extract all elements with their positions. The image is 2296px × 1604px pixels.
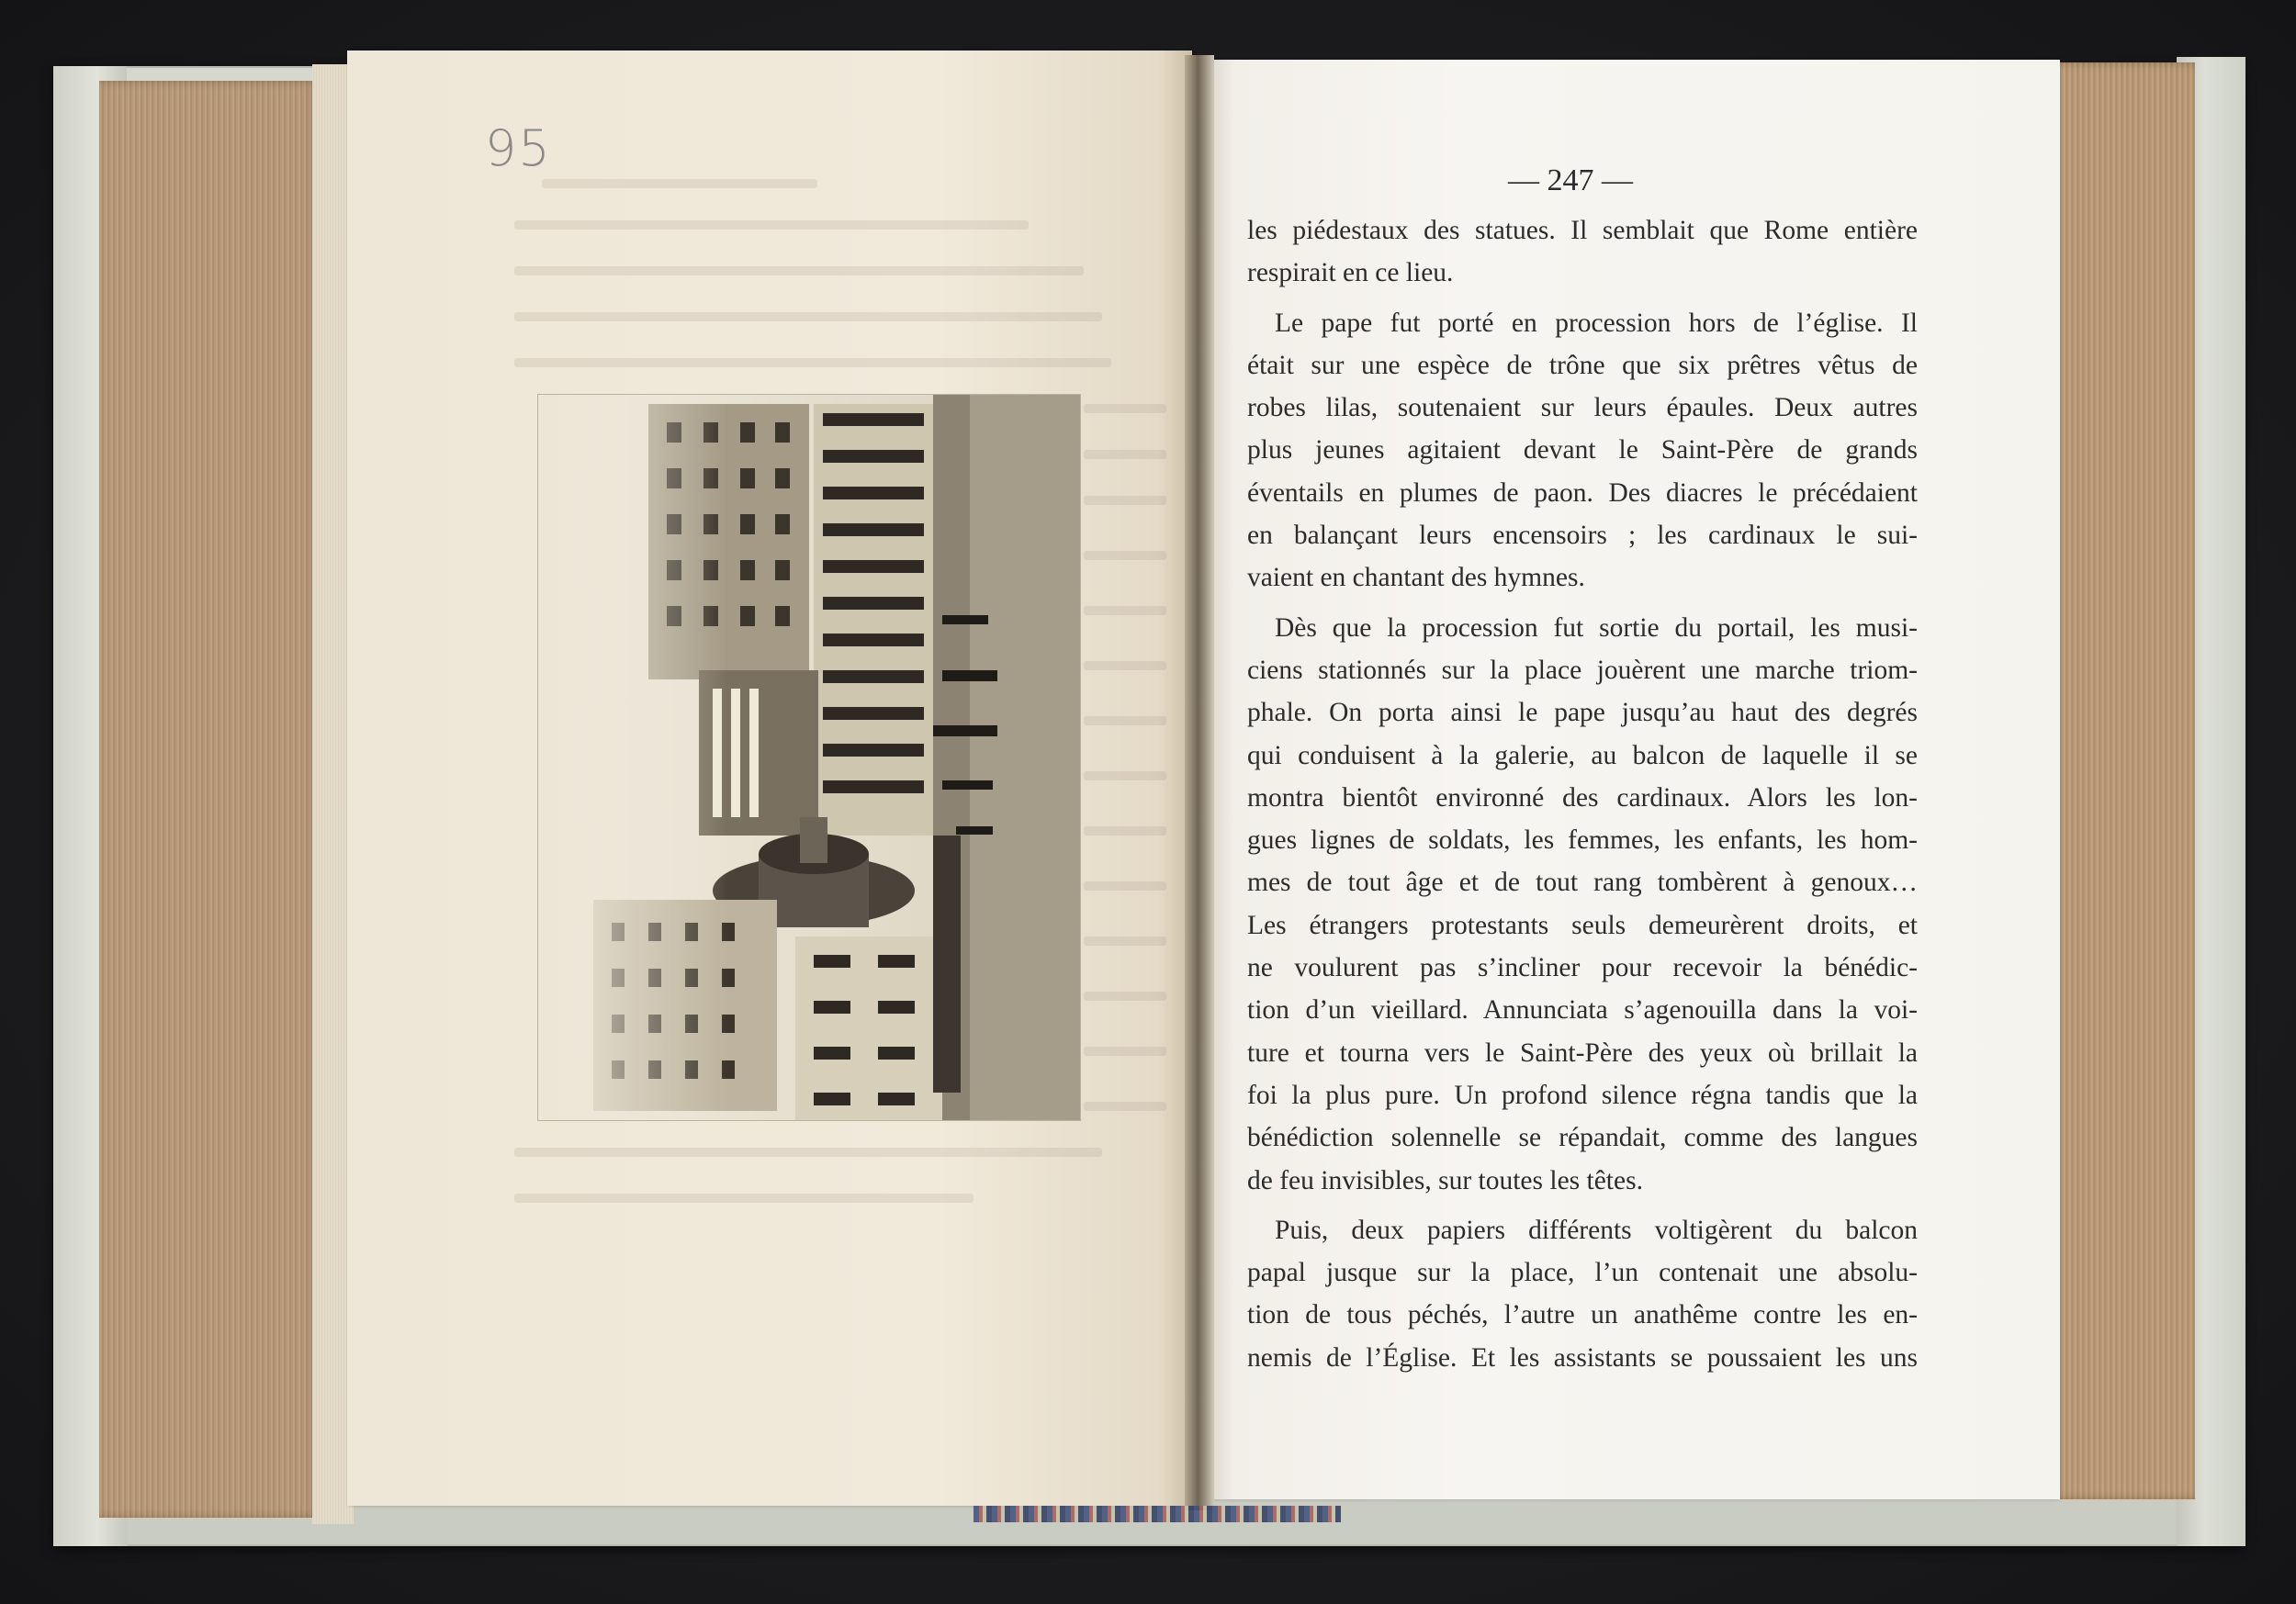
text-line: Dès que la procession fut sortie du portail, les musi- [1275, 612, 1918, 643]
bookmark-ribbon [974, 1506, 1341, 1522]
show-through-line [514, 266, 1084, 275]
text-line: tion de tous péchés, l’autre un anathême contre les en- [1247, 1300, 1918, 1330]
show-through-line [1084, 716, 1166, 725]
page-number: — 247 — [1508, 163, 1633, 197]
text-line: ture et tourna vers le Saint-Père des yeux où brillait la [1247, 1038, 1918, 1068]
tipped-in-photograph [538, 395, 1080, 1120]
text-line: vaient en chantant des hymnes. [1247, 563, 1585, 593]
text-line: éventails en plumes de paon. Des diacres le précédaient [1247, 477, 1918, 508]
show-through-line [1084, 1102, 1166, 1111]
show-through-line [1084, 771, 1166, 780]
show-through-line [1084, 496, 1166, 505]
show-through-line [514, 312, 1102, 321]
text-line: papal jusque sur la place, l’un contenait une absolu- [1247, 1258, 1918, 1288]
text-line: Puis, deux papiers différents voltigèrent du balcon [1275, 1215, 1918, 1245]
show-through-line [1084, 992, 1166, 1001]
page-block-right [2046, 62, 2195, 1499]
show-through-line [1084, 450, 1166, 459]
show-through-line [1084, 937, 1166, 946]
text-line: respirait en ce lieu. [1247, 258, 1454, 288]
paragraph-gap [1247, 295, 1918, 302]
text-line: ciens stationnés sur la place jouèrent une marche triom- [1247, 655, 1918, 685]
show-through-line [1084, 661, 1166, 670]
show-through-line [1084, 881, 1166, 891]
text-line: robes lilas, soutenaient sur leurs épaules. Deux autres [1247, 393, 1918, 423]
show-through-line [514, 1194, 974, 1203]
text-line: plus jeunes agitaient devant le Saint-Père de grands [1247, 435, 1918, 465]
paragraph-gap [1247, 600, 1918, 607]
show-through-line [1084, 606, 1166, 615]
text-line: Le pape fut porté en procession hors de l’église. Il [1275, 308, 1918, 338]
text-line: phale. On porta ainsi le pape jusqu’au haut des degrés [1247, 698, 1918, 728]
text-line: tion d’un vieillard. Annunciata s’agenouilla dans la voi- [1247, 995, 1918, 1026]
text-line: les piédestaux des statues. Il semblait que Rome entière [1247, 216, 1918, 245]
show-through-line [514, 358, 1111, 367]
show-through-line [514, 220, 1029, 230]
show-through-line [1084, 1047, 1166, 1056]
text-line: gues lignes de soldats, les femmes, les enfants, les hom- [1247, 825, 1918, 856]
page-block-left [99, 81, 320, 1518]
book-gutter [1185, 55, 1214, 1510]
show-through-line [514, 1148, 1102, 1157]
paragraph-gap [1247, 1202, 1918, 1209]
text-line: montra bientôt environné des cardinaux. Alors les lon- [1247, 782, 1918, 813]
text-line: bénédiction solennelle se répandait, comme des langues [1247, 1123, 1918, 1153]
text-line: était sur une espèce de trône que six prêtres vêtus de [1247, 350, 1918, 380]
show-through-line [542, 179, 817, 188]
folio-pencil-note: 95 [485, 119, 552, 177]
photograph-image [538, 395, 1080, 1120]
show-through-line [1084, 826, 1166, 836]
text-line: Les étrangers protestants seuls demeurèrent droits, et [1247, 910, 1918, 940]
text-line: de feu invisibles, sur toutes les têtes. [1247, 1165, 1643, 1195]
text-line: foi la plus pure. Un profond silence régna tandis que la [1247, 1080, 1918, 1110]
show-through-line [1084, 404, 1166, 413]
text-line: en balançant leurs encensoirs ; les cardinaux le sui- [1247, 521, 1918, 551]
text-line: ne voulurent pas s’incliner pour recevoir la bénédic- [1247, 953, 1918, 983]
text-line: nemis de l’Église. Et les assistants se poussaient les uns [1247, 1342, 1918, 1373]
body-text [1247, 209, 1918, 1379]
text-line: mes de tout âge et de tout rang tombèrent à genoux… [1247, 868, 1918, 898]
text-line: qui conduisent à la galerie, au balcon de laquelle il se [1247, 740, 1918, 770]
show-through-line [1084, 551, 1166, 560]
